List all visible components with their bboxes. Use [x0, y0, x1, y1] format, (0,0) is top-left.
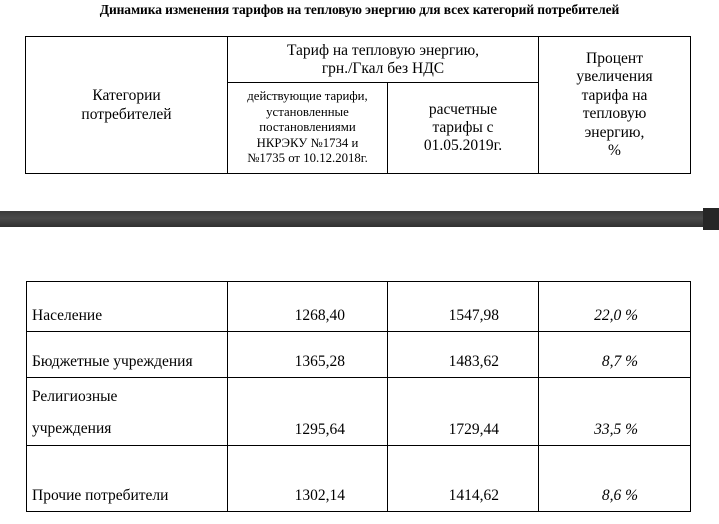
row-actual: 1295,64	[228, 378, 388, 446]
separator-bar-end	[703, 208, 719, 230]
table-row	[27, 282, 691, 332]
row-category-line1: Религиозные	[32, 388, 118, 405]
row-actual: 1365,28	[228, 332, 388, 378]
row-category: Население	[27, 282, 228, 332]
row-percent: 22,0 %	[539, 282, 691, 332]
row-calc: 1414,62	[388, 446, 539, 512]
row-percent: 8,7 %	[539, 332, 691, 378]
row-category	[27, 378, 228, 446]
row-category-line2: учреждения	[32, 420, 112, 437]
row-actual: 1302,14	[228, 446, 388, 512]
header-table	[25, 36, 691, 174]
table-row	[27, 446, 691, 512]
table-row	[27, 332, 691, 378]
row-calc: 1483,62	[388, 332, 539, 378]
header-actual-tariffs: действующие тарифи, установленные постановлениями НКРЭКУ №1734 и №1735 от 10.12.2018г.	[228, 83, 388, 174]
row-calc: 1547,98	[388, 282, 539, 332]
row-category: Прочие потребители	[27, 446, 228, 512]
header-calculated-tariffs: расчетные тарифы с 01.05.2019г.	[388, 83, 539, 174]
data-table	[26, 281, 691, 512]
row-category: Бюджетные учреждения	[27, 332, 228, 378]
row-actual: 1268,40	[228, 282, 388, 332]
header-percent: Процент увеличения тарифа на тепловую энергию, %	[539, 37, 691, 174]
header-category: Категории потребителей	[26, 37, 228, 174]
header-tariff: Тариф на тепловую энергию, грн./Гкал без НДС	[228, 37, 539, 83]
table-row	[27, 378, 691, 446]
separator-bar	[0, 211, 719, 227]
row-percent: 8,6 %	[539, 446, 691, 512]
row-percent: 33,5 %	[539, 378, 691, 446]
row-calc: 1729,44	[388, 378, 539, 446]
page-title: Динамика изменения тарифов на тепловую энергию для всех категорий потребителей	[99, 2, 620, 17]
